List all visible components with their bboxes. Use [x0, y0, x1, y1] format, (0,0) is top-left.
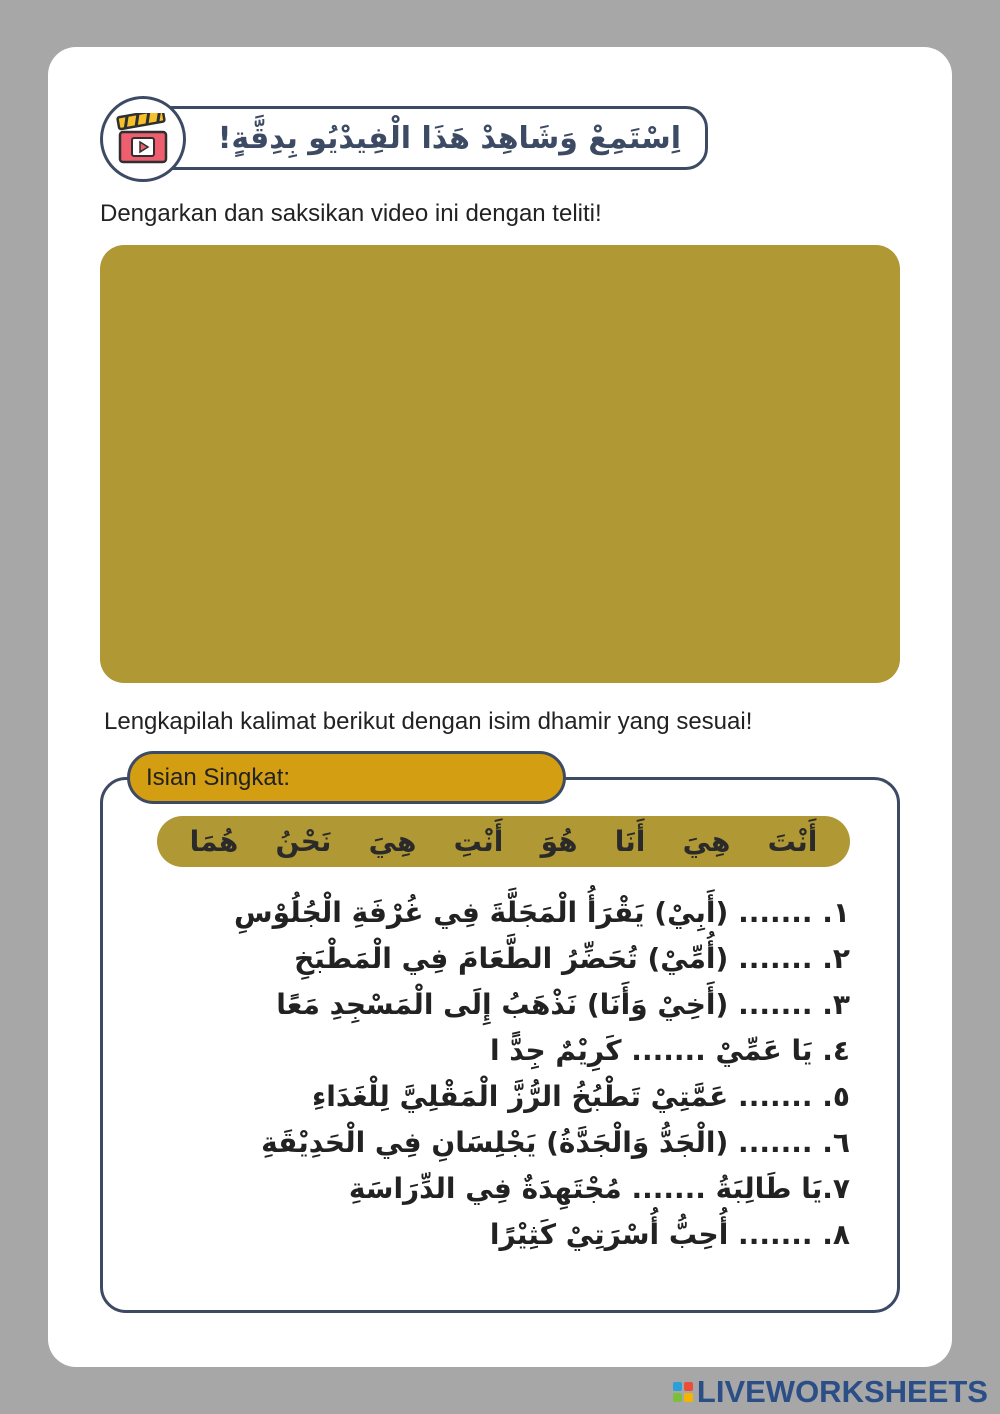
title-banner [150, 106, 708, 170]
video-player[interactable] [100, 245, 900, 683]
liveworksheets-logo [673, 1374, 988, 1410]
exercise-instruction: Lengkapilah kalimat berikut dengan isim dhamir yang sesuai! [104, 708, 753, 735]
question-item[interactable]: ٨. ....... أُحِبُّ أُسْرَتِيْ كَثِيْرًا [489, 1218, 850, 1251]
question-item[interactable]: ٣. ....... (أَخِيْ وَأَنَا) نَذْهَبُ إِلَى الْمَسْجِدِ مَعًا [276, 988, 850, 1021]
clapperboard-icon [115, 113, 171, 165]
word-bank [157, 816, 850, 867]
word-bank-item[interactable]: هُمَا [189, 825, 239, 858]
question-item[interactable]: ٥. ....... عَمَّتِيْ تَطْبُخُ الرُّزَّ الْمَقْلِيَّ لِلْغَدَاءِ [311, 1080, 850, 1113]
word-bank-item[interactable]: هُوَ [540, 825, 578, 858]
word-bank-item[interactable]: أَنْتَ [767, 825, 818, 858]
word-bank-item[interactable]: أَنْتِ [453, 825, 504, 858]
section-label [127, 751, 566, 804]
logo-mark-icon [673, 1382, 693, 1402]
word-bank-item[interactable]: نَحْنُ [275, 825, 332, 858]
question-item[interactable]: ٧.يَا طَالِبَةُ ....... مُجْتَهِدَةٌ فِي الدِّرَاسَةِ [348, 1172, 850, 1205]
word-bank-item[interactable]: هِيَ [368, 825, 417, 858]
question-item[interactable]: ٦. ....... (الْجَدُّ وَالْجَدَّةُ) يَجْلِسَانِ فِي الْحَدِيْقَةِ [261, 1126, 850, 1159]
question-item[interactable]: ٢. ....... (أُمِّيْ) تُحَضِّرُ الطَّعَامَ فِي الْمَطْبَخِ [294, 942, 850, 975]
page-title: اِسْتَمِعْ وَشَاهِدْ هَذَا الْفِيدْيُو بِدِقَّةٍ! [217, 120, 681, 156]
question-item[interactable]: ١. ....... (أَبِيْ) يَقْرَأُ الْمَجَلَّةَ فِي غُرْفَةِ الْجُلُوْسِ [233, 896, 850, 929]
word-bank-item[interactable]: أَنَا [614, 825, 646, 858]
question-list [210, 890, 850, 1258]
question-item[interactable]: ٤. يَا عَمِّيْ ....... كَرِيْمٌ جِدًّ ا [489, 1034, 850, 1067]
icon-badge [100, 96, 186, 182]
logo-text: LIVEWORKSHEETS [696, 1374, 988, 1409]
video-instruction: Dengarkan dan saksikan video ini dengan teliti! [100, 200, 602, 227]
section-label-text: Isian Singkat: [146, 763, 291, 791]
word-bank-item[interactable]: هِيَ [682, 825, 731, 858]
